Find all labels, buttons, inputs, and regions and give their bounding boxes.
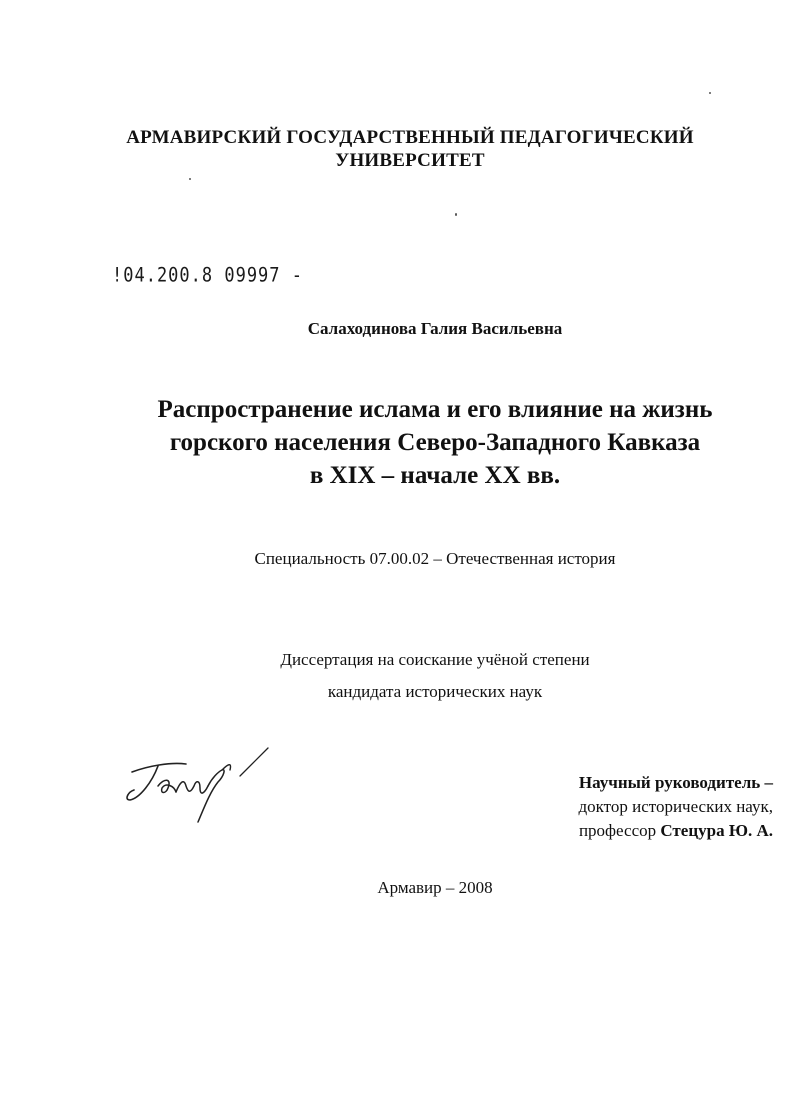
- university-name-line2: УНИВЕРСИТЕТ: [335, 150, 485, 171]
- degree-line2: кандидата исторических наук: [327, 682, 543, 701]
- degree-statement: [40, 644, 797, 708]
- author-name: Салаходинова Галия Васильевна: [307, 319, 563, 338]
- title-line2: горского населения Северо-Западного Кавказа: [169, 429, 701, 456]
- supervisor-degree: доктор исторических наук,: [578, 797, 773, 816]
- supervisor-name: Стецура Ю. А.: [660, 821, 773, 840]
- specialty: Специальность 07.00.02 – Отечественная история: [254, 549, 616, 568]
- degree-line1: Диссертация на соискание учёной степени: [280, 650, 590, 669]
- handwritten-signature: [118, 742, 278, 832]
- supervisor-title-line: [578, 819, 773, 843]
- scan-speck: [709, 92, 711, 94]
- supervisor-heading: Научный руководитель –: [578, 773, 773, 792]
- scientific-supervisor: [578, 771, 773, 843]
- university-name-line1: АРМАВИРСКИЙ ГОСУДАРСТВЕННЫЙ ПЕДАГОГИЧЕСКИЙ: [126, 127, 694, 148]
- scan-speck: [189, 178, 191, 180]
- dissertation-title: [40, 393, 797, 492]
- city-and-year: Армавир – 2008: [377, 878, 493, 897]
- university-name: [60, 126, 760, 172]
- title-line1: Распространение ислама и его влияние на жизнь: [157, 396, 713, 423]
- catalog-stamp-number: !04.200.8 09997 -: [112, 264, 303, 287]
- title-line3: в XIX – начале XX вв.: [309, 462, 561, 489]
- supervisor-title: профессор: [578, 821, 657, 840]
- scan-speck: [455, 213, 457, 216]
